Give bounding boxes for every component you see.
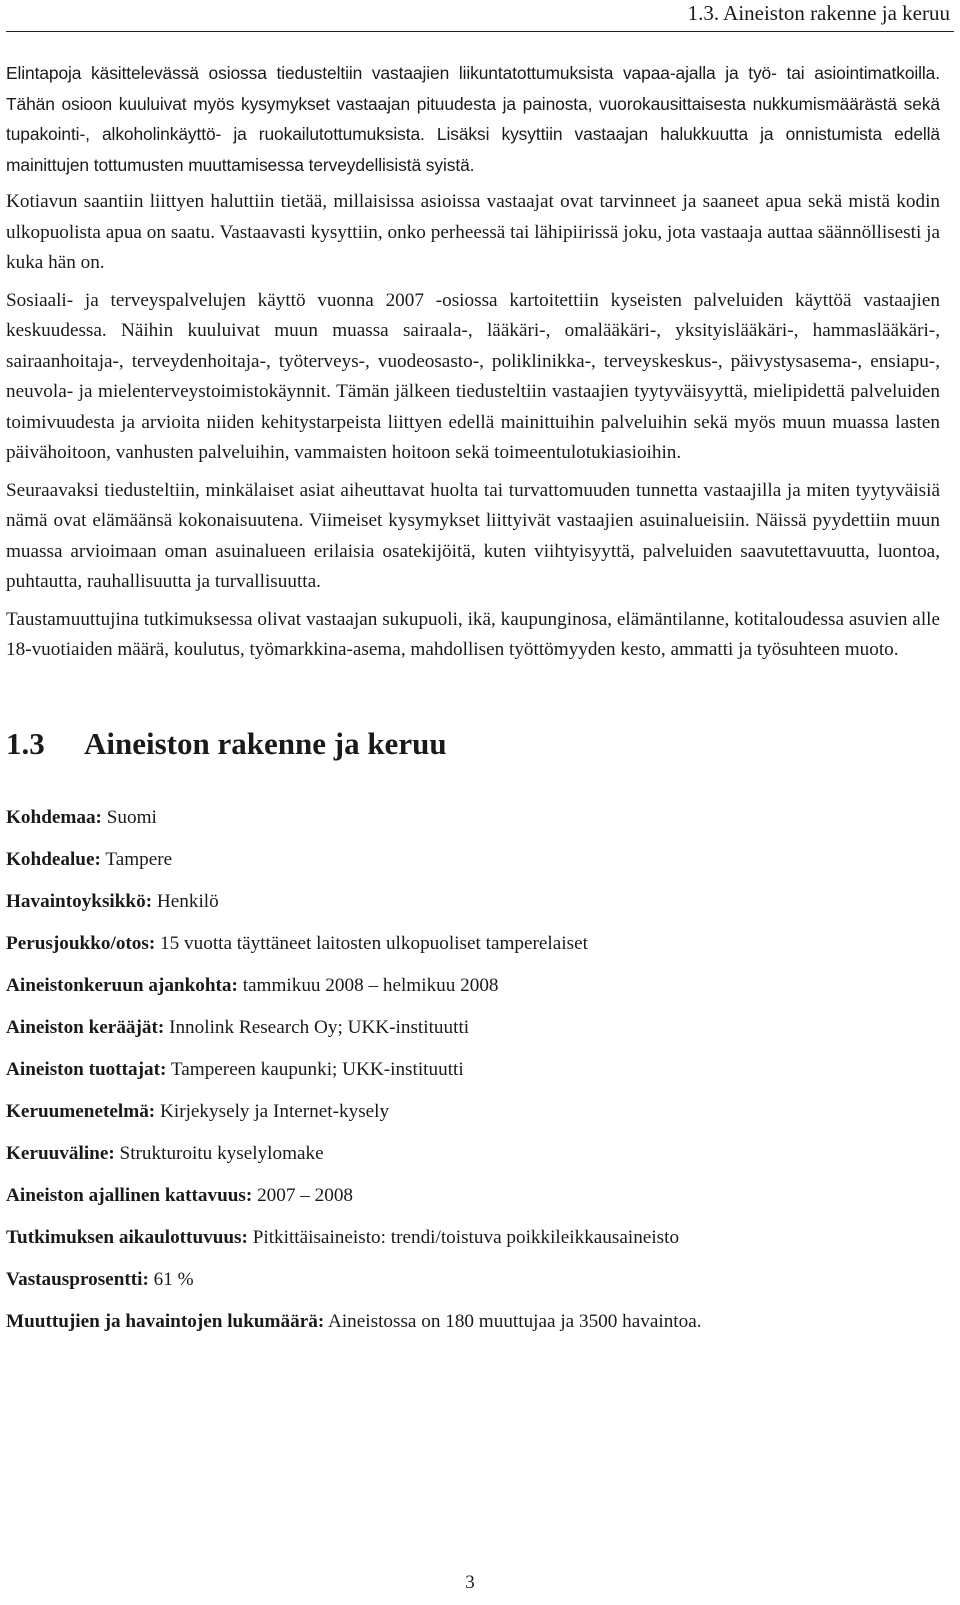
field-value: Innolink Research Oy; UKK-instituutti: [169, 1016, 470, 1038]
section-number: 1.3: [6, 725, 45, 761]
paragraph-concerns: Seuraavaksi tiedusteltiin, minkälaiset asiat aiheuttavat huolta tai turvattomuuden tunnetta vastaajilla ja miten tyytyväisiä nämä ovat elämäänsä kokonaisuutena. Viimeiset kysymykset liittyivät vastaajien asuinalueisiin. Näissä pyydettiin muun muassa arvioimaan oman asuinalueen erilaisia osatekijöitä, kuten viihtyisyyttä, palveluiden saavutettavuutta, luontoa, puhtautta, rauhallisuutta ja turvallisuutta.: [6, 479, 940, 592]
page-number: 3: [465, 1572, 475, 1593]
field-population-sample: [6, 930, 940, 958]
paragraph-background-variables: Taustamuuttujina tutkimuksessa olivat vastaajan sukupuoli, ikä, kaupunginosa, elämäntilanne, kotitaloudessa asuvien alle 18-vuotiaiden määrä, koulutus, työmarkkina-asema, mahdollisen työttömyyden kesto, ammatti ja työsuhteen muoto.: [6, 608, 940, 660]
field-target-country: [6, 804, 940, 832]
field-variable-observation-count: [6, 1308, 940, 1336]
field-response-rate: [6, 1266, 940, 1294]
field-value: 2007 – 2008: [257, 1184, 354, 1206]
field-label: Tutkimuksen aikaulottuvuus:: [6, 1226, 248, 1248]
field-label: Keruuväline:: [6, 1142, 115, 1164]
field-value: Henkilö: [156, 890, 219, 912]
field-label: Muuttujien ja havaintojen lukumäärä:: [6, 1310, 325, 1332]
field-value: tammikuu 2008 – helmikuu 2008: [242, 974, 499, 996]
field-value: Strukturoitu kyselylomake: [119, 1142, 324, 1164]
field-value: Tampereen kaupunki; UKK-instituutti: [170, 1058, 464, 1080]
field-label: Vastausprosentti:: [6, 1268, 149, 1290]
field-temporal-coverage: [6, 1182, 940, 1210]
section-heading: [6, 724, 940, 764]
field-label: Keruumenetelmä:: [6, 1100, 156, 1122]
metadata-list: [6, 804, 940, 1336]
field-label: Kohdealue:: [6, 848, 101, 870]
paragraph-services: Sosiaali- ja terveyspalvelujen käyttö vuonna 2007 -osiossa kartoitettiin kyseisten palveluiden käyttöä vastaajien keskuudessa. Näihin kuuluivat muun muassa sairaala-, lääkäri-, omalääkäri-, yksityislääkäri-, hammaslääkäri-, sairaanhoitaja-, terveydenhoitaja-, työterveys-, vuodeosasto-, poliklinikka-, terveyskeskus-, päivystysasema-, ensiapu-, neuvola- ja mielenterveystoimistokäynnit. Tämän jälkeen tiedusteltiin vastaajien tyytyväisyyttä, mielipidettä palveluiden toimivuudesta ja arvioita niiden kehitystarpeista liittyen edellä mainittuihin palveluihin sekä myös muun muassa lasten päivähoitoon, vanhusten palveluihin, vammaisten hoitoon sekä toimeentulotukiasioihin.: [6, 289, 940, 463]
section-title: Aineiston rakenne ja keruu: [84, 725, 447, 761]
field-label: Aineiston ajallinen kattavuus:: [6, 1184, 253, 1206]
field-value: Kirjekysely ja Internet-kysely: [160, 1100, 390, 1122]
field-label: Perusjoukko/otos:: [6, 932, 156, 954]
paragraph-home-help: Kotiavun saantiin liittyen haluttiin tietää, millaisissa asioissa vastaajat ovat tarvinneet ja saaneet apua sekä mistä kodin ulkopuolista apua on saatu. Vastaavasti kysyttiin, onko perheessä tai lähipiirissä joku, jota vastaaja auttaa säännöllisesti ja kuka hän on.: [6, 191, 940, 273]
field-label: Havaintoyksikkö:: [6, 890, 153, 912]
field-collection-method: [6, 1098, 940, 1126]
running-head: 1.3. Aineiston rakenne ja keruu: [687, 1, 950, 25]
field-value: Tampere: [105, 848, 173, 870]
field-label: Aineiston tuottajat:: [6, 1058, 167, 1080]
field-data-producers: [6, 1056, 940, 1084]
field-label: Aineistonkeruun ajankohta:: [6, 974, 238, 996]
field-value: 15 vuotta täyttäneet laitosten ulkopuoliset tamperelaiset: [160, 932, 588, 954]
field-time-dimension: [6, 1224, 940, 1252]
page-body: [6, 58, 940, 1350]
header-divider: [6, 31, 954, 32]
field-collection-instrument: [6, 1140, 940, 1168]
field-target-area: [6, 846, 940, 874]
field-label: Kohdemaa:: [6, 806, 102, 828]
field-value: Suomi: [106, 806, 157, 828]
field-value: Aineistossa on 180 muuttujaa ja 3500 havaintoa.: [327, 1310, 702, 1332]
field-value: Pitkittäisaineisto: trendi/toistuva poikkileikkausaineisto: [252, 1226, 680, 1248]
field-label: Aineiston kerääjät:: [6, 1016, 165, 1038]
field-observation-unit: [6, 888, 940, 916]
field-data-collectors: [6, 1014, 940, 1042]
field-value: 61 %: [153, 1268, 194, 1290]
field-collection-period: [6, 972, 940, 1000]
paragraph-lifestyle: Elintapoja käsittelevässä osiossa tiedusteltiin vastaajien liikuntatottumuksista vapaa-ajalla ja työ- tai asiointimatkoilla. Tähän osioon kuuluivat myös kysymykset vastaajan pituudesta ja painosta, vuorokausittaisesta nukkumismäärästä sekä tupakointi-, alkoholinkäyttö- ja ruokailutottumuksista. Lisäksi kysyttiin vastaajan halukkuutta ja onnistumista edellä mainittujen tottumusten muuttamisessa terveydellisistä syistä.: [6, 63, 940, 175]
